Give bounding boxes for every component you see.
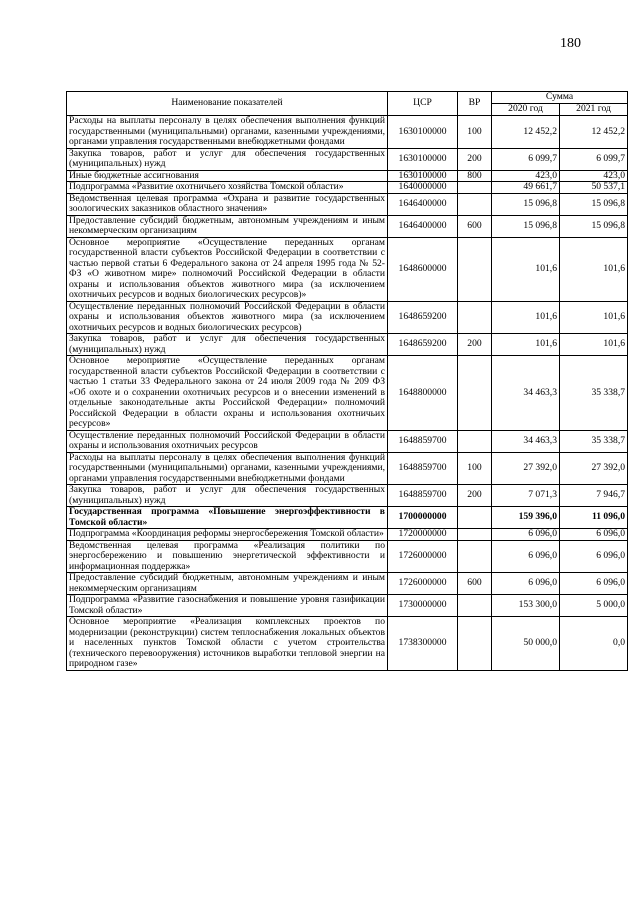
row-sum-2021: 27 392,0 bbox=[560, 452, 628, 485]
row-name: Иные бюджетные ассигнования bbox=[67, 170, 388, 182]
table-row bbox=[67, 529, 628, 541]
row-code: 1648659200 bbox=[388, 334, 458, 356]
row-code: 1720000000 bbox=[388, 529, 458, 541]
table-body bbox=[67, 116, 628, 671]
row-sum-2020: 153 300,0 bbox=[492, 595, 560, 617]
row-sum-2020: 49 661,7 bbox=[492, 182, 560, 194]
row-code: 1726000000 bbox=[388, 540, 458, 573]
row-vr bbox=[458, 595, 492, 617]
row-vr: 600 bbox=[458, 573, 492, 595]
row-name: Основное мероприятие «Осуществление переданных органам государственной власти субъектов Российской Федерации в соответствии с частью первой статьи 6 Федерального закона от 24 апреля 1995 года № 52-ФЗ «О животном мире» полномочий Российской Федерации в области охраны и использования объектов животного мира (за исключением охотничьих ресурсов и водных биологических ресурсов)» bbox=[67, 237, 388, 301]
row-sum-2021: 35 338,7 bbox=[560, 430, 628, 452]
row-name: Основное мероприятие «Реализация комплексных проектов по модернизации (реконструкции) систем теплоснабжения локальных объектов и населенных пунктов Томской области с учетом строительства (технического перевооружения) источников выработки тепловой энергии на природном газе» bbox=[67, 617, 388, 671]
row-vr: 200 bbox=[458, 148, 492, 170]
row-name: Предоставление субсидий бюджетным, автономным учреждениям и иным некоммерческим организациям bbox=[67, 215, 388, 237]
row-sum-2021: 0,0 bbox=[560, 617, 628, 671]
row-code: 1648659200 bbox=[388, 301, 458, 334]
row-vr bbox=[458, 430, 492, 452]
row-code: 1700000000 bbox=[388, 507, 458, 529]
row-vr: 800 bbox=[458, 170, 492, 182]
table-row bbox=[67, 430, 628, 452]
row-sum-2021: 6 096,0 bbox=[560, 540, 628, 573]
row-sum-2020: 101,6 bbox=[492, 237, 560, 301]
row-name: Подпрограмма «Развитие газоснабжения и повышение уровня газификации Томской области» bbox=[67, 595, 388, 617]
row-sum-2020: 27 392,0 bbox=[492, 452, 560, 485]
row-sum-2020: 6 096,0 bbox=[492, 529, 560, 541]
table-row bbox=[67, 617, 628, 671]
row-vr bbox=[458, 182, 492, 194]
row-sum-2021: 101,6 bbox=[560, 301, 628, 334]
table-row bbox=[67, 215, 628, 237]
table-row bbox=[67, 193, 628, 215]
table-row bbox=[67, 356, 628, 431]
row-code: 1726000000 bbox=[388, 573, 458, 595]
row-name: Государственная программа «Повышение энергоэффективности в Томской области» bbox=[67, 507, 388, 529]
budget-table bbox=[66, 91, 628, 671]
row-sum-2020: 101,6 bbox=[492, 334, 560, 356]
row-vr bbox=[458, 617, 492, 671]
table-row bbox=[67, 452, 628, 485]
row-vr: 200 bbox=[458, 334, 492, 356]
row-code: 1630100000 bbox=[388, 148, 458, 170]
row-name: Подпрограмма «Развитие охотничьего хозяйства Томской области» bbox=[67, 182, 388, 194]
row-vr bbox=[458, 540, 492, 573]
row-sum-2020: 423,0 bbox=[492, 170, 560, 182]
row-vr bbox=[458, 193, 492, 215]
row-vr: 200 bbox=[458, 485, 492, 507]
row-sum-2020: 34 463,3 bbox=[492, 356, 560, 431]
row-name: Ведомственная целевая программа «Реализация политики по энергосбережению и повышению энергетической эффективности и информационная поддержка» bbox=[67, 540, 388, 573]
row-sum-2021: 15 096,8 bbox=[560, 193, 628, 215]
page-number: 180 bbox=[560, 36, 581, 51]
row-code: 1648859700 bbox=[388, 485, 458, 507]
row-sum-2020: 15 096,8 bbox=[492, 193, 560, 215]
row-code: 1630100000 bbox=[388, 170, 458, 182]
table-row bbox=[67, 507, 628, 529]
row-sum-2021: 12 452,2 bbox=[560, 116, 628, 149]
row-code: 1738300000 bbox=[388, 617, 458, 671]
row-code: 1630100000 bbox=[388, 116, 458, 149]
row-sum-2021: 101,6 bbox=[560, 334, 628, 356]
row-sum-2021: 50 537,1 bbox=[560, 182, 628, 194]
row-code: 1730000000 bbox=[388, 595, 458, 617]
table-row bbox=[67, 573, 628, 595]
header-year-2020: 2020 год bbox=[492, 104, 560, 116]
row-name: Подпрограмма «Координация реформы энергосбережения Томской области» bbox=[67, 529, 388, 541]
table-row bbox=[67, 540, 628, 573]
row-vr bbox=[458, 356, 492, 431]
table-row bbox=[67, 116, 628, 149]
table-row bbox=[67, 170, 628, 182]
table-row bbox=[67, 595, 628, 617]
row-sum-2021: 15 096,8 bbox=[560, 215, 628, 237]
row-name: Основное мероприятие «Осуществление переданных органам государственной власти субъектов Российской Федерации в соответствии с частью 1 статьи 33 Федерального закона от 24 июля 2009 года № 209 ФЗ «Об охоте и о сохранении охотничьих ресурсов и о внесении изменений в отдельные законодательные акты Российской Федерации» полномочий Российской Федерации в области охраны и использования охотничьих ресурсов» bbox=[67, 356, 388, 431]
row-code: 1648800000 bbox=[388, 356, 458, 431]
row-sum-2021: 6 099,7 bbox=[560, 148, 628, 170]
row-name: Ведомственная целевая программа «Охрана и развитие государственных зоологических заказников областного значения» bbox=[67, 193, 388, 215]
header-sum: Сумма bbox=[492, 92, 628, 104]
row-name: Осуществление переданных полномочий Российской Федерации в области охраны и использования охотничьих ресурсов bbox=[67, 430, 388, 452]
table-row bbox=[67, 334, 628, 356]
row-name: Расходы на выплаты персоналу в целях обеспечения выполнения функций государственными (муниципальными) органами, казенными учреждениями, органами управления государственными внебюджетными фондами bbox=[67, 452, 388, 485]
row-vr bbox=[458, 301, 492, 334]
table-row bbox=[67, 182, 628, 194]
row-name: Закупка товаров, работ и услуг для обеспечения государственных (муниципальных) нужд bbox=[67, 485, 388, 507]
row-name: Предоставление субсидий бюджетным, автономным учреждениям и иным некоммерческим организациям bbox=[67, 573, 388, 595]
row-code: 1648859700 bbox=[388, 452, 458, 485]
header-vr: ВР bbox=[458, 92, 492, 116]
row-sum-2020: 15 096,8 bbox=[492, 215, 560, 237]
row-sum-2021: 101,6 bbox=[560, 237, 628, 301]
row-sum-2020: 50 000,0 bbox=[492, 617, 560, 671]
row-vr bbox=[458, 507, 492, 529]
row-code: 1648600000 bbox=[388, 237, 458, 301]
row-name: Расходы на выплаты персоналу в целях обеспечения выполнения функций государственными (муниципальными) органами, казенными учреждениями, органами управления государственными внебюджетными фондами bbox=[67, 116, 388, 149]
row-name: Закупка товаров, работ и услуг для обеспечения государственных (муниципальных) нужд bbox=[67, 148, 388, 170]
row-code: 1648859700 bbox=[388, 430, 458, 452]
row-vr: 600 bbox=[458, 215, 492, 237]
row-sum-2020: 101,6 bbox=[492, 301, 560, 334]
row-sum-2021: 6 096,0 bbox=[560, 529, 628, 541]
table-header bbox=[67, 92, 628, 116]
row-sum-2020: 6 096,0 bbox=[492, 573, 560, 595]
table-row bbox=[67, 237, 628, 301]
row-name: Осуществление переданных полномочий Российской Федерации в области охраны и использования объектов животного мира (за исключением охотничьих ресурсов и водных биологических ресурсов) bbox=[67, 301, 388, 334]
row-sum-2020: 159 396,0 bbox=[492, 507, 560, 529]
row-sum-2020: 34 463,3 bbox=[492, 430, 560, 452]
header-code: ЦСР bbox=[388, 92, 458, 116]
row-vr bbox=[458, 237, 492, 301]
row-name: Закупка товаров, работ и услуг для обеспечения государственных (муниципальных) нужд bbox=[67, 334, 388, 356]
row-vr: 100 bbox=[458, 452, 492, 485]
row-code: 1640000000 bbox=[388, 182, 458, 194]
row-sum-2021: 423,0 bbox=[560, 170, 628, 182]
row-vr bbox=[458, 529, 492, 541]
table-row bbox=[67, 301, 628, 334]
row-sum-2021: 11 096,0 bbox=[560, 507, 628, 529]
row-sum-2020: 6 096,0 bbox=[492, 540, 560, 573]
row-vr: 100 bbox=[458, 116, 492, 149]
table-row bbox=[67, 148, 628, 170]
row-sum-2021: 35 338,7 bbox=[560, 356, 628, 431]
row-sum-2020: 7 071,3 bbox=[492, 485, 560, 507]
row-sum-2020: 12 452,2 bbox=[492, 116, 560, 149]
row-sum-2020: 6 099,7 bbox=[492, 148, 560, 170]
header-year-2021: 2021 год bbox=[560, 104, 628, 116]
row-code: 1646400000 bbox=[388, 193, 458, 215]
row-code: 1646400000 bbox=[388, 215, 458, 237]
row-sum-2021: 6 096,0 bbox=[560, 573, 628, 595]
row-sum-2021: 7 946,7 bbox=[560, 485, 628, 507]
table-row bbox=[67, 485, 628, 507]
header-name: Наименование показателей bbox=[67, 92, 388, 116]
row-sum-2021: 5 000,0 bbox=[560, 595, 628, 617]
